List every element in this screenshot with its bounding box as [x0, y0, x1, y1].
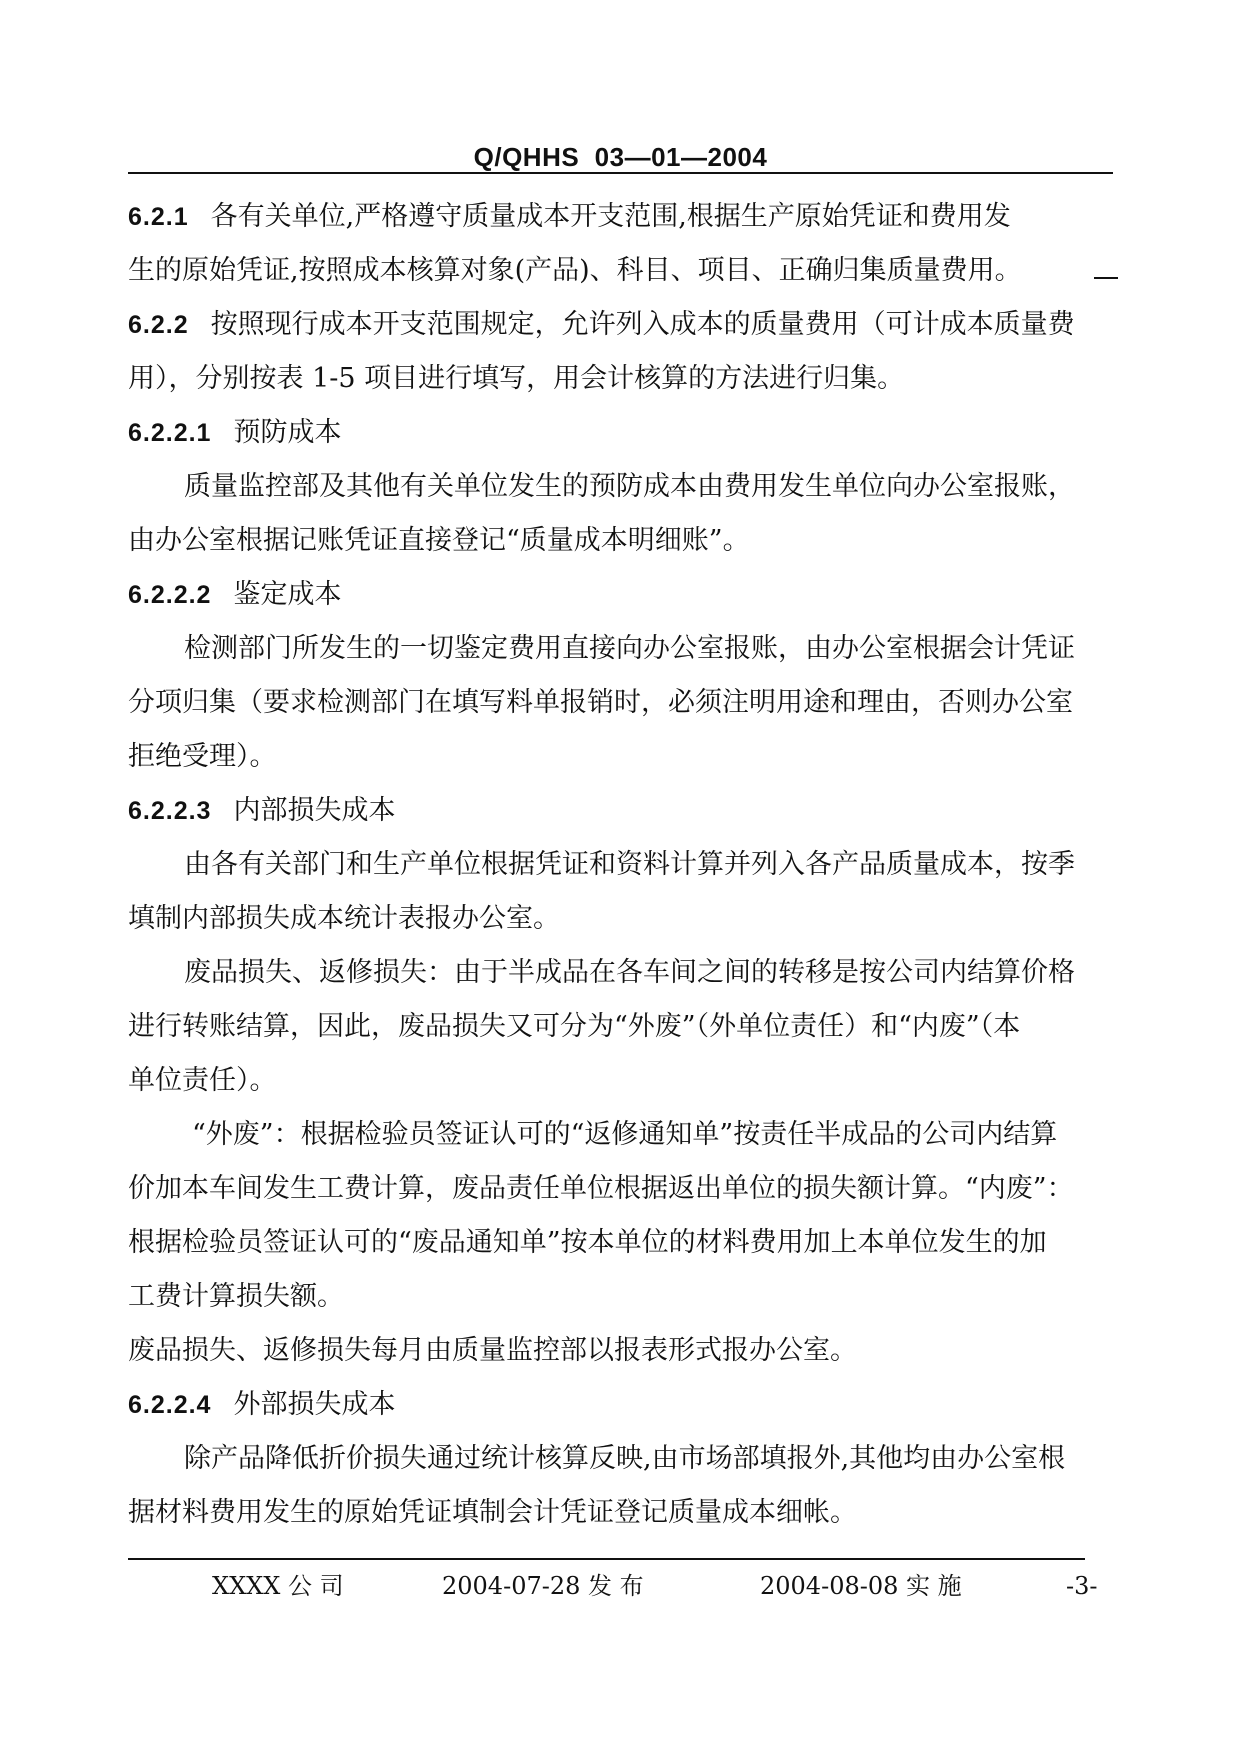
- clause-number: 6.2.2.2: [128, 581, 212, 609]
- clause-6-2-2-4-heading: [128, 1378, 1113, 1432]
- paragraph-line: 分项归集（要求检测部门在填写料单报销时，必须注明用途和理由，否则办公室: [128, 687, 1073, 718]
- clause-title: 鉴定成本: [233, 579, 342, 610]
- paragraph-line: 除产品降低折价损失通过统计核算反映,由市场部填报外,其他均由办公室根: [184, 1443, 1066, 1474]
- footer-page-number: -3-: [1066, 1572, 1098, 1600]
- clause-title: 内部损失成本: [233, 795, 396, 826]
- paragraph-line: “外废”：根据检验员签证认可的“返修通知单”按责任半成品的公司内结算: [192, 1119, 1058, 1150]
- footer-effective-date: 2004-08-08 实 施: [760, 1572, 962, 1600]
- clause-number: 6.2.2.4: [128, 1391, 212, 1419]
- paragraph-line: 由各有关部门和生产单位根据凭证和资料计算并列入各产品质量成本，按季: [184, 849, 1075, 880]
- paragraph-line: 价加本车间发生工费计算，废品责任单位根据返出单位的损失额计算。“内废”：: [128, 1173, 1074, 1204]
- clause-6-2-2-1-heading: [128, 406, 1113, 460]
- document-body: [128, 190, 1113, 1540]
- clause-number: 6.2.2: [128, 311, 189, 339]
- paragraph-line: 由办公室根据记账凭证直接登记“质量成本明细账”。: [128, 525, 750, 556]
- clause-6-2-2-2-heading: [128, 568, 1113, 622]
- paragraph-line: 检测部门所发生的一切鉴定费用直接向办公室报账，由办公室根据会计凭证: [184, 633, 1075, 664]
- paragraph-line: 单位责任）。: [128, 1065, 277, 1096]
- footer-rule: [128, 1558, 1085, 1560]
- clause-6-2-1-line: [128, 190, 1113, 244]
- clause-6-2-2-3-heading: [128, 784, 1113, 838]
- footer-company: XXXX 公 司: [212, 1572, 344, 1600]
- page-footer: [0, 1568, 1241, 1604]
- paragraph-line: 根据检验员签证认可的“废品通知单”按本单位的材料费用加上本单位发生的加: [128, 1227, 1047, 1258]
- clause-title: 外部损失成本: [233, 1389, 396, 1420]
- paragraph-line: 工费计算损失额。: [128, 1281, 344, 1312]
- paragraph-line: 拒绝受理）。: [128, 741, 277, 772]
- clause-number: 6.2.2.3: [128, 797, 212, 825]
- header-rule: [128, 172, 1113, 174]
- clause-text: 按照现行成本开支范围规定，允许列入成本的质量费用（可计成本质量费: [210, 309, 1075, 340]
- paragraph-line: 进行转账结算，因此，废品损失又可分为“外废”（外单位责任）和“内废”（本: [128, 1011, 1021, 1042]
- clause-6-2-2-line: [128, 298, 1113, 352]
- clause-title: 预防成本: [233, 417, 342, 448]
- paragraph-line: 填制内部损失成本统计表报办公室。: [128, 903, 560, 934]
- paragraph-line: 废品损失、返修损失每月由质量监控部以报表形式报办公室。: [128, 1335, 857, 1366]
- paragraph-line: 质量监控部及其他有关单位发生的预防成本由费用发生单位向办公室报账，: [184, 471, 1075, 502]
- clause-text: 各有关单位,严格遵守质量成本开支范围,根据生产原始凭证和费用发: [210, 201, 1011, 232]
- paragraph-line: 用），分别按表 1-5 项目进行填写，用会计核算的方法进行归集。: [128, 363, 905, 394]
- clause-number: 6.2.2.1: [128, 419, 212, 447]
- paragraph-line: 废品损失、返修损失：由于半成品在各车间之间的转移是按公司内结算价格: [184, 957, 1075, 988]
- clause-number: 6.2.1: [128, 203, 189, 231]
- paragraph-line: 据材料费用发生的原始凭证填制会计凭证登记质量成本细帐。: [128, 1497, 857, 1528]
- footer-publish-date: 2004-07-28 发 布: [442, 1572, 644, 1600]
- paragraph-line: 生的原始凭证,按照成本核算对象(产品)、科目、项目、正确归集质量费用。: [128, 255, 1022, 286]
- document-code: Q/QHHS 03—01—2004: [473, 142, 768, 172]
